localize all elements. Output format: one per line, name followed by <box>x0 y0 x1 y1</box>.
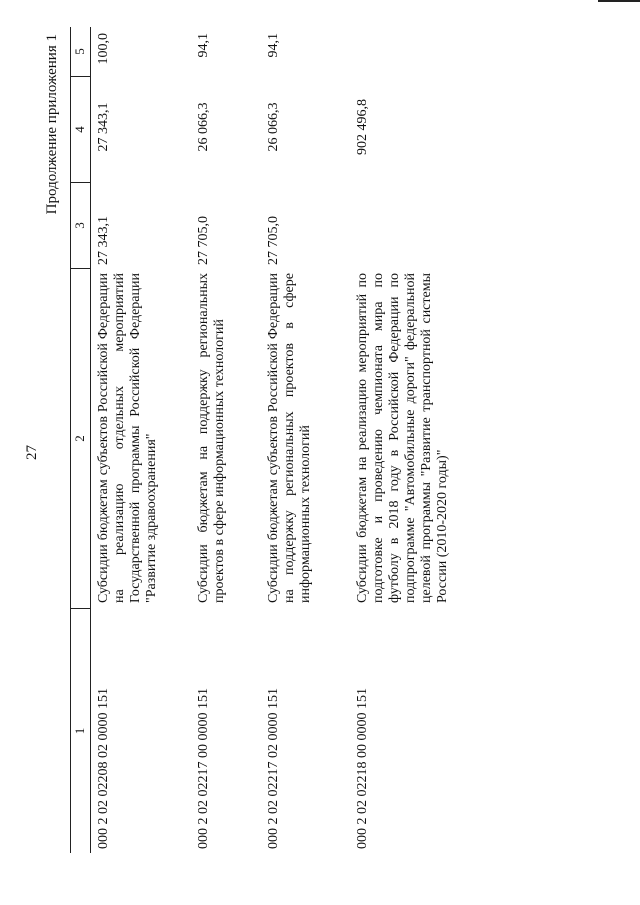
table-row-code: 000 2 02 02217 02 0000 151 <box>266 688 281 849</box>
table-row-col3: 27 705,0 <box>266 216 281 265</box>
table-row-description: Субсидии бюджетам на поддержку региональных проектов в сфере информационных технологий <box>196 273 227 603</box>
column-number-4: 4 <box>72 126 87 133</box>
table-row-col5: 100,0 <box>96 33 111 65</box>
table-row-col3: 27 343,1 <box>96 216 111 265</box>
table-row-col5: 94,1 <box>196 33 211 58</box>
column-number-1: 1 <box>72 727 87 735</box>
table-row-col5: 94,1 <box>266 33 281 58</box>
table-row-code: 000 2 02 02218 00 0000 151 <box>355 688 370 849</box>
table-row-description: Субсидии бюджетам субъектов Российской Федерации на реализацию отдельных мероприятий Государственной программы Российской Федерации "Развитие здравоохранения" <box>96 273 159 603</box>
table-row-col3: 27 705,0 <box>196 216 211 265</box>
column-number-3: 3 <box>72 222 87 229</box>
table-row-col4: 26 066,3 <box>196 102 211 152</box>
header-bottom-line <box>90 27 91 853</box>
continuation-label: Продолжение приложения 1 <box>44 34 60 215</box>
column-number-2: 2 <box>72 435 87 442</box>
table-row-col4: 902 496,8 <box>355 99 370 155</box>
table-row-col4: 27 343,1 <box>96 102 111 152</box>
table-row-code: 000 2 02 02208 02 0000 151 <box>96 688 111 849</box>
page-number: 27 <box>24 445 40 460</box>
table-row-col4: 26 066,3 <box>266 102 281 152</box>
table-row-description: Субсидии бюджетам субъектов Российской Федерации на поддержку региональных проектов в сфере информационных технологий <box>266 273 313 603</box>
table-row-description: Субсидии бюджетам на реализацию мероприятий по подготовке и проведению чемпионата мира по футболу в 2018 году в Российской Федерации по подпрограмме "Автомобильные дороги" федеральной целевой программы "Развитие транспортной системы России (2010-2020 годы)" <box>355 273 450 603</box>
column-number-5: 5 <box>72 48 87 55</box>
table-row-code: 000 2 02 02217 00 0000 151 <box>196 688 211 849</box>
